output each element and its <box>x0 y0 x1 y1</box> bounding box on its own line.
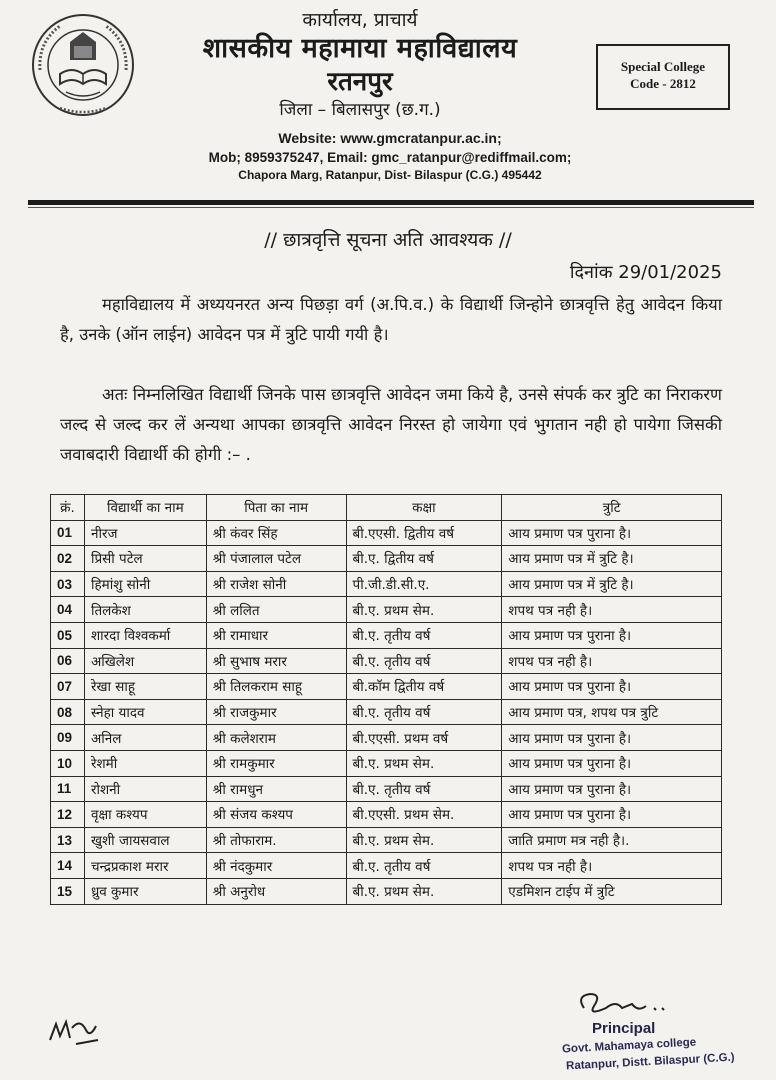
table-row <box>51 648 722 674</box>
serial-cell: 13 <box>51 827 85 853</box>
header-class: कक्षा <box>346 495 502 521</box>
college-city: रतनपुर <box>327 67 393 97</box>
serial-cell: 11 <box>51 776 85 802</box>
serial-cell: 06 <box>51 648 85 674</box>
notice-paragraph-1: महाविद्यालय में अध्ययनरत अन्य पिछड़ा वर्ग (अ.पि.व.) के विद्यार्थी जिन्होने छात्रवृत्ति हेतु आवेदन किया है, उनके (ऑन लाईन) आवेदन पत्र में त्रुटि पायी गयी है। <box>60 295 722 344</box>
table-header-row <box>51 495 722 521</box>
table-row <box>51 571 722 597</box>
serial-cell: 14 <box>51 853 85 879</box>
class-cell: बी.ए. तृतीय वर्ष <box>346 853 502 879</box>
class-cell: बी.कॉम द्वितीय वर्ष <box>346 674 502 700</box>
error-cell: आय प्रमाण पत्र पुराना है। <box>502 622 722 648</box>
student-name-cell: वृक्षा कश्यप <box>84 802 206 828</box>
mob-email-line: Mob; 8959375247, Email: gmc_ratanpur@rediffmail.com; <box>208 150 572 165</box>
notice-title: // छात्रवृत्ति सूचना अति आवश्यक // <box>264 229 512 251</box>
father-name-cell: श्री तोफाराम. <box>206 827 346 853</box>
error-cell: एडमिशन टाईप में त्रुटि <box>502 878 722 904</box>
father-name-cell: श्री अनुरोध <box>206 878 346 904</box>
father-name-cell: श्री सुभाष मरार <box>206 648 346 674</box>
office-label: कार्यालय, प्राचार्य <box>302 9 418 31</box>
error-cell: शपथ पत्र नही है। <box>502 597 722 623</box>
student-name-cell: हिमांशु सोनी <box>84 571 206 597</box>
father-name-cell: श्री तिलकराम साहू <box>206 674 346 700</box>
table-row <box>51 776 722 802</box>
header-serial: क्रं. <box>51 495 85 521</box>
serial-cell: 08 <box>51 699 85 725</box>
student-name-cell: अखिलेश <box>84 648 206 674</box>
father-name-cell: श्री रामधुन <box>206 776 346 802</box>
student-name-cell: अनिल <box>84 725 206 751</box>
student-name-cell: रेशमी <box>84 750 206 776</box>
college-code-box <box>596 44 730 110</box>
letterhead <box>150 8 570 122</box>
table-row <box>51 802 722 828</box>
table-row <box>51 674 722 700</box>
serial-cell: 03 <box>51 571 85 597</box>
district-label: जिला – बिलासपुर (छ.ग.) <box>279 100 441 120</box>
table-row <box>51 827 722 853</box>
error-cell: शपथ पत्र नही है। <box>502 853 722 879</box>
notice-date: दिनांक 29/01/2025 <box>569 262 722 283</box>
error-cell: आय प्रमाण पत्र पुराना है। <box>502 674 722 700</box>
error-cell: आय प्रमाण पत्र पुराना है। <box>502 725 722 751</box>
father-name-cell: श्री कलेशराम <box>206 725 346 751</box>
table-body <box>51 520 722 904</box>
serial-cell: 07 <box>51 674 85 700</box>
error-cell: आय प्रमाण पत्र में त्रुटि है। <box>502 571 722 597</box>
student-name-cell: स्नेहा यादव <box>84 699 206 725</box>
serial-cell: 05 <box>51 622 85 648</box>
class-cell: बी.एएसी. द्वितीय वर्ष <box>346 520 502 546</box>
father-name-cell: श्री राजकुमार <box>206 699 346 725</box>
class-cell: पी.जी.डी.सी.ए. <box>346 571 502 597</box>
class-cell: बी.एएसी. प्रथम वर्ष <box>346 725 502 751</box>
student-name-cell: नीरज <box>84 520 206 546</box>
class-cell: बी.ए. तृतीय वर्ष <box>346 622 502 648</box>
serial-cell: 10 <box>51 750 85 776</box>
father-name-cell: श्री पंजालाल पटेल <box>206 546 346 572</box>
error-cell: जाति प्रमाण मत्र नही है।. <box>502 827 722 853</box>
student-name-cell: प्रिसी पटेल <box>84 546 206 572</box>
signature-left <box>46 1010 106 1050</box>
father-name-cell: श्री संजय कश्यप <box>206 802 346 828</box>
error-cell: आय प्रमाण पत्र पुराना है। <box>502 776 722 802</box>
college-name: शासकीय महामाया महाविद्यालय <box>202 33 518 64</box>
class-cell: बी.ए. द्वितीय वर्ष <box>346 546 502 572</box>
code-box-line1: Special College <box>620 59 706 74</box>
class-cell: बी.ए. तृतीय वर्ष <box>346 699 502 725</box>
student-name-cell: ध्रुव कुमार <box>84 878 206 904</box>
table-row <box>51 853 722 879</box>
header-divider-thin <box>28 207 754 208</box>
table-row <box>51 520 722 546</box>
serial-cell: 04 <box>51 597 85 623</box>
class-cell: बी.ए. प्रथम सेम. <box>346 597 502 623</box>
error-cell: आय प्रमाण पत्र, शपथ पत्र त्रुटि <box>502 699 722 725</box>
error-cell: आय प्रमाण पत्र पुराना है। <box>502 750 722 776</box>
error-cell: आय प्रमाण पत्र पुराना है। <box>502 802 722 828</box>
class-cell: बी.ए. प्रथम सेम. <box>346 750 502 776</box>
notice-paragraph-2: अतः निम्नलिखित विद्यार्थी जिनके पास छात्रवृत्ति आवेदन जमा किये है, उनसे संपर्क कर त्रुटि का निराकरण जल्द से जल्द कर लें अन्यथा आपका छात्रवृत्ति आवेदन निरस्त हो जायेगा एवं भुगतान नही हो पायेगा जिसकी जवाबदारी विद्यार्थी की होगी :– . <box>60 385 722 464</box>
father-name-cell: श्री राजेश सोनी <box>206 571 346 597</box>
class-cell: बी.एएसी. प्रथम सेम. <box>346 802 502 828</box>
father-name-cell: श्री कंवर सिंह <box>206 520 346 546</box>
header-error: त्रुटि <box>502 495 722 521</box>
student-name-cell: शारदा विश्वकर्मा <box>84 622 206 648</box>
father-name-cell: श्री रामकुमार <box>206 750 346 776</box>
student-name-cell: तिलकेश <box>84 597 206 623</box>
error-cell: आय प्रमाण पत्र में त्रुटि है। <box>502 546 722 572</box>
serial-cell: 09 <box>51 725 85 751</box>
table-row <box>51 546 722 572</box>
table-row <box>51 878 722 904</box>
table-row <box>51 725 722 751</box>
header-father-name: पिता का नाम <box>206 495 346 521</box>
table-row <box>51 699 722 725</box>
student-name-cell: रेखा साहू <box>84 674 206 700</box>
serial-cell: 02 <box>51 546 85 572</box>
website-line: Website: www.gmcratanpur.ac.in; <box>278 130 502 146</box>
father-name-cell: श्री ललित <box>206 597 346 623</box>
table-row <box>51 622 722 648</box>
stamp-line-1: Govt. Mahamaya college <box>561 1036 697 1056</box>
header-student-name: विद्यार्थी का नाम <box>84 495 206 521</box>
error-cell: आय प्रमाण पत्र पुराना है। <box>502 520 722 546</box>
error-cell: शपथ पत्र नही है। <box>502 648 722 674</box>
table-row <box>51 750 722 776</box>
father-name-cell: श्री रामाधार <box>206 622 346 648</box>
principal-label: Principal <box>592 1020 656 1037</box>
address-line: Chapora Marg, Ratanpur, Dist- Bilaspur (C.G.) 495442 <box>238 168 542 182</box>
student-name-cell: खुशी जायसवाल <box>84 827 206 853</box>
stamp-line-2: Ratanpur, Distt. Bilaspur (C.G.) <box>565 1051 735 1073</box>
table-row <box>51 597 722 623</box>
student-name-cell: रोशनी <box>84 776 206 802</box>
class-cell: बी.ए. तृतीय वर्ष <box>346 648 502 674</box>
college-seal-logo <box>30 12 136 118</box>
header-divider <box>28 200 754 205</box>
father-name-cell: श्री नंदकुमार <box>206 853 346 879</box>
serial-cell: 12 <box>51 802 85 828</box>
class-cell: बी.ए. प्रथम सेम. <box>346 827 502 853</box>
class-cell: बी.ए. प्रथम सेम. <box>346 878 502 904</box>
code-box-line2: Code - 2812 <box>630 76 696 91</box>
students-table <box>50 494 722 905</box>
class-cell: बी.ए. तृतीय वर्ष <box>346 776 502 802</box>
serial-cell: 15 <box>51 878 85 904</box>
student-name-cell: चन्द्रप्रकाश मरार <box>84 853 206 879</box>
serial-cell: 01 <box>51 520 85 546</box>
